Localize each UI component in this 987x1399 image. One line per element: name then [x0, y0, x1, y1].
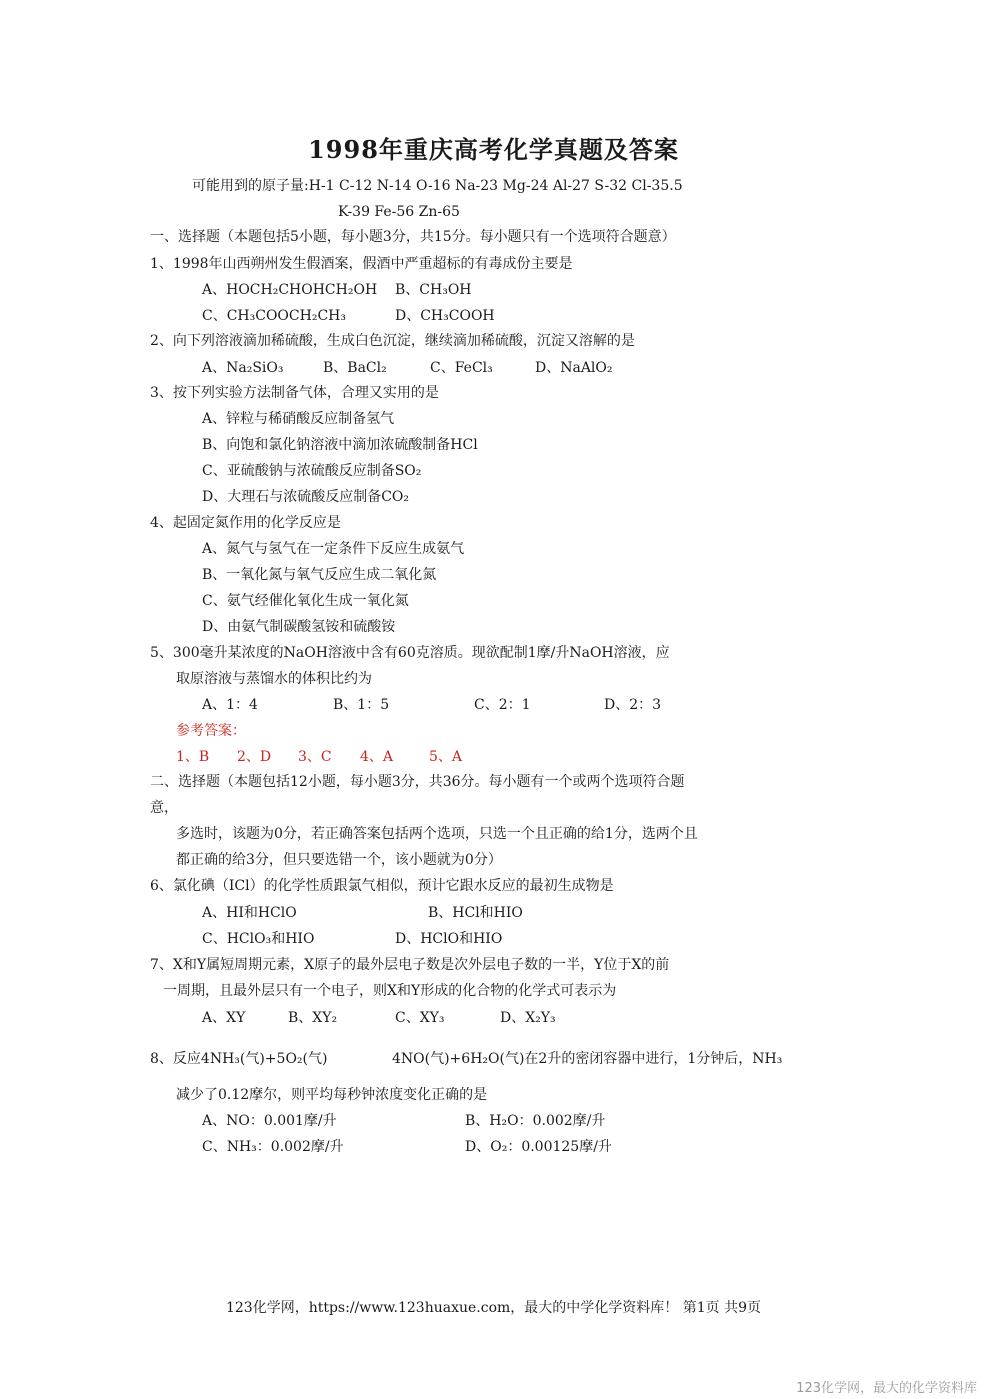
q4-option-d: D、由氨气制碳酸氢铵和硫酸铵 [202, 619, 396, 635]
q7-option-d: D、X₂Y₃ [500, 1010, 556, 1026]
q1-option-c: C、CH₃COOCH₂CH₃ [202, 308, 346, 324]
q2-option-c: C、FeCl₃ [430, 360, 493, 376]
q5-option-d: D、2：3 [604, 697, 662, 713]
q3-stem: 3、按下列实验方法制备气体，合理又实用的是 [150, 385, 439, 401]
watermark: 123化学网，最大的化学资料库 [796, 1381, 977, 1396]
section2-heading-line4: 都正确的给3分，但只要选错一个，该小题就为0分） [176, 852, 502, 868]
section2-heading-line3: 多选时，该题为0分，若正确答案包括两个选项，只选一个且正确的给1分，选两个且 [176, 826, 698, 842]
q2-option-d: D、NaAlO₂ [535, 360, 613, 376]
q4-stem: 4、起固定氮作用的化学反应是 [150, 515, 341, 531]
answer-2: 2、D [237, 749, 272, 765]
q4-option-c: C、氨气经催化氧化生成一氧化氮 [202, 593, 409, 609]
q6-stem: 6、氯化碘（ICl）的化学性质跟氯气相似，预计它跟水反应的最初生成物是 [150, 878, 614, 894]
q1-option-d: D、CH₃COOH [395, 308, 495, 324]
q1-option-a: A、HOCH₂CHOHCH₂OH [202, 282, 378, 298]
q6-option-a: A、HI和HClO [202, 905, 297, 921]
page-title: 1998年重庆高考化学真题及答案 [308, 135, 679, 164]
answer-label: 参考答案： [176, 723, 246, 739]
section2-heading-line2: 意， [150, 800, 178, 816]
q3-option-c: C、亚硫酸钠与浓硫酸反应制备SO₂ [202, 463, 422, 479]
q2-option-a: A、Na₂SiO₃ [202, 360, 284, 376]
section1-heading: 一、选择题（本题包括5小题，每小题3分，共15分。每小题只有一个选项符合题意） [150, 229, 676, 245]
q3-option-d: D、大理石与浓硫酸反应制备CO₂ [202, 489, 410, 505]
q5-option-a: A、1：4 [202, 697, 258, 713]
q7-stem-line1: 7、X和Y属短周期元素，X原子的最外层电子数是次外层电子数的一半，Y位于X的前 [150, 957, 670, 973]
q3-option-b: B、向饱和氯化钠溶液中滴加浓硫酸制备HCl [202, 437, 478, 453]
q6-option-b: B、HCl和HIO [428, 905, 523, 921]
q1-stem: 1、1998年山西朔州发生假酒案，假酒中严重超标的有毒成份主要是 [150, 256, 573, 272]
q8-stem-part1: 8、反应4NH₃(气)+5O₂(气) [150, 1051, 328, 1067]
q7-option-c: C、XY₃ [395, 1010, 445, 1026]
q7-stem-line2: 一周期，且最外层只有一个电子，则X和Y形成的化合物的化学式可表示为 [163, 983, 617, 999]
q5-option-c: C、2：1 [474, 697, 531, 713]
q5-stem-line1: 5、300毫升某浓度的NaOH溶液中含有60克溶质。现欲配制1摩/升NaOH溶液，应 [150, 645, 670, 661]
q8-stem-line2: 减少了0.12摩尔，则平均每秒钟浓度变化正确的是 [176, 1087, 488, 1103]
q8-option-d: D、O₂：0.00125摩/升 [465, 1139, 612, 1155]
q2-option-b: B、BaCl₂ [323, 360, 387, 376]
page-footer: 123化学网，https://www.123huaxue.com，最大的中学化学资料库！ 第1页 共9页 [225, 1300, 762, 1316]
answer-5: 5、A [429, 749, 463, 765]
q8-stem-part2: 4NO(气)+6H₂O(气)在2升的密闭容器中进行，1分钟后，NH₃ [392, 1051, 783, 1067]
q4-option-b: B、一氧化氮与氧气反应生成二氧化氮 [202, 567, 437, 583]
q7-option-b: B、XY₂ [288, 1010, 338, 1026]
answer-4: 4、A [360, 749, 394, 765]
q8-option-a: A、NO：0.001摩/升 [202, 1113, 337, 1129]
q3-option-a: A、锌粒与稀硝酸反应制备氢气 [202, 411, 395, 427]
q5-stem-line2: 取原溶液与蒸馏水的体积比约为 [176, 671, 372, 687]
q6-option-c: C、HClO₃和HIO [202, 931, 315, 947]
q4-option-a: A、氮气与氢气在一定条件下反应生成氨气 [202, 541, 465, 557]
q1-option-b: B、CH₃OH [395, 282, 472, 298]
q7-option-a: A、XY [202, 1010, 246, 1026]
section2-heading-line1: 二、选择题（本题包括12小题，每小题3分，共36分。每小题有一个或两个选项符合题 [150, 774, 685, 790]
atomic-masses-line1: 可能用到的原子量:H-1 C-12 N-14 O-16 Na-23 Mg-24 Al-27 S-32 Cl-35.5 [192, 178, 683, 194]
q6-option-d: D、HClO和HIO [395, 931, 503, 947]
q2-stem: 2、向下列溶液滴加稀硫酸，生成白色沉淀，继续滴加稀硫酸，沉淀又溶解的是 [150, 333, 635, 349]
q8-option-c: C、NH₃：0.002摩/升 [202, 1139, 344, 1155]
answer-1: 1、B [176, 749, 210, 765]
atomic-masses-line2: K-39 Fe-56 Zn-65 [338, 204, 460, 220]
q5-option-b: B、1：5 [333, 697, 390, 713]
q8-option-b: B、H₂O：0.002摩/升 [465, 1113, 606, 1129]
answer-3: 3、C [298, 749, 332, 765]
